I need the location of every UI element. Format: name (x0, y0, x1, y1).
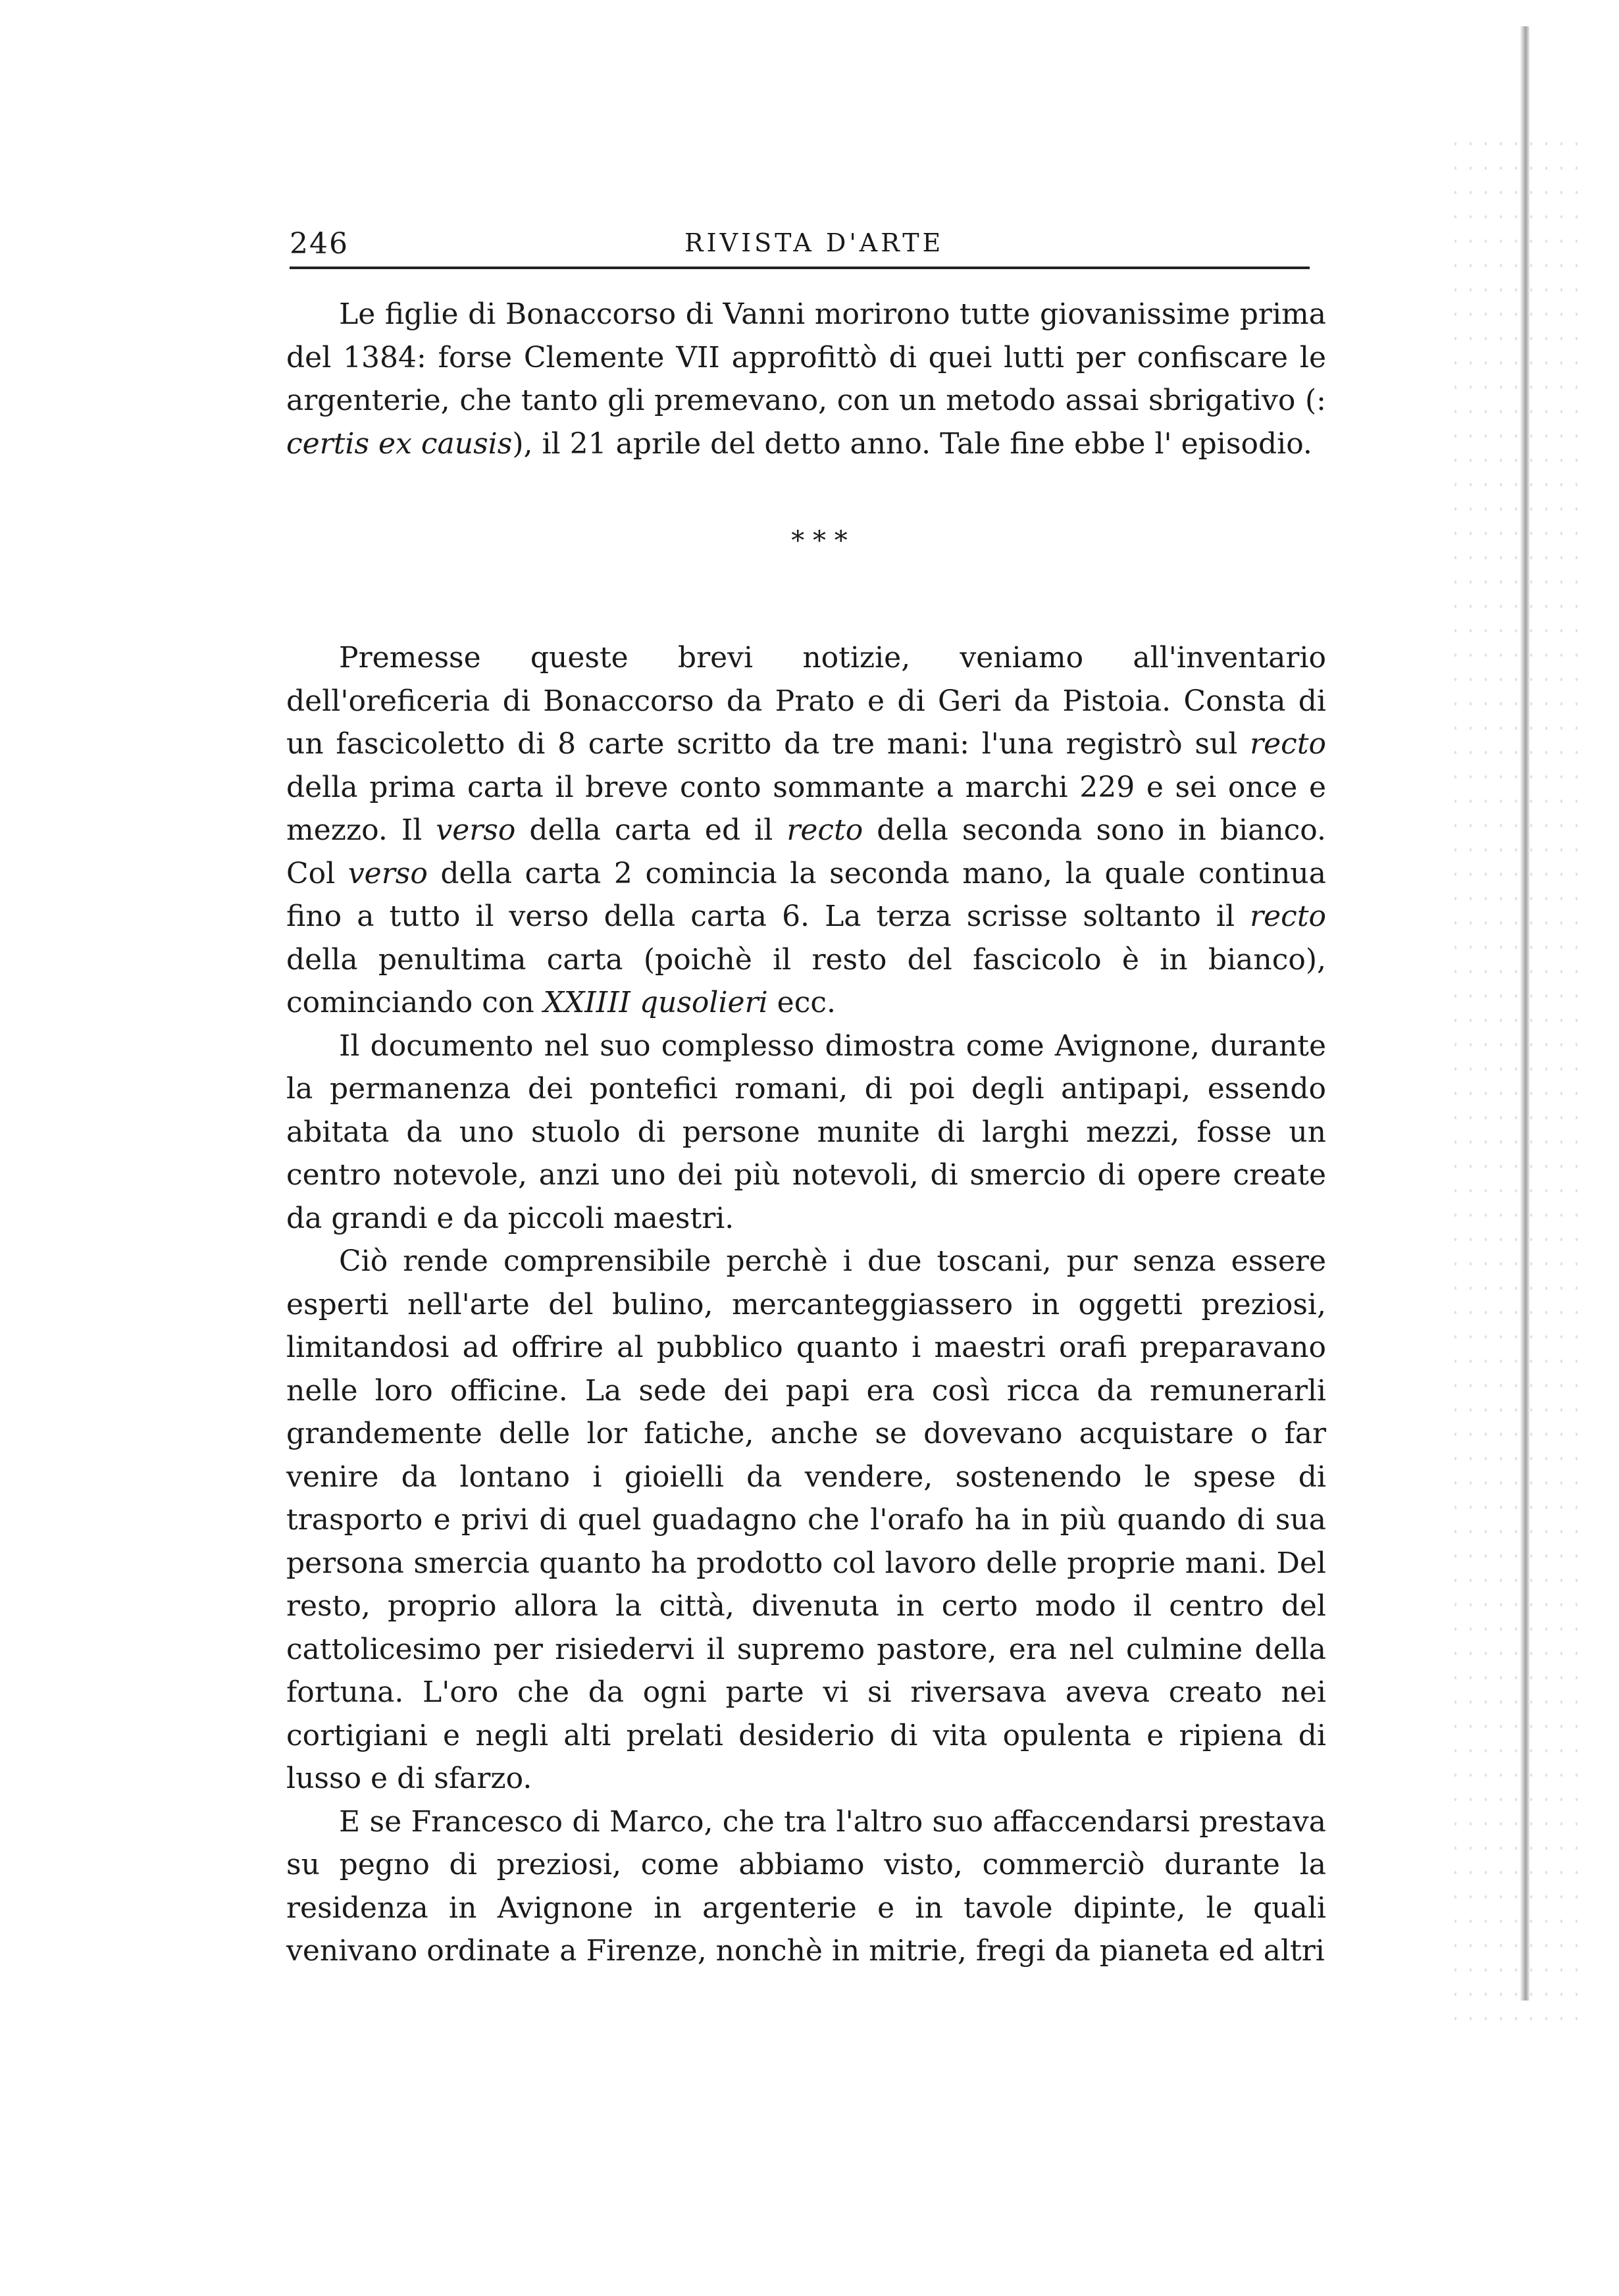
paragraph-5: E se Francesco di Marco, che tra l'altro suo affaccendarsi prestava su pegno di preziosi, come abbiamo visto, commerciò durante la residenza in Avignone in argenterie e in tavole dipinte, le quali venivano ordinate a Firenze, nonchè in mitrie, fregi da pianeta ed altri (286, 1804, 1326, 1968)
header-rule (290, 267, 1310, 269)
italic-phrase: certis ex causis (286, 426, 513, 461)
paragraph-4: Ciò rende comprensibile perchè i due toscani, pur senza essere esperti nell'arte del bulino, mercanteggiassero in oggetti preziosi, limitandosi ad offrire al pubblico quanto i maestri orafi preparavano nelle loro officine. La sede dei papi era così ricca da remunerarli grandemente delle lor fatiche, anche se dovevano acquistare o far venire da lontano i gioielli da vendere, sostenendo le spese di trasporto e privi di quel guadagno che l'orafo ha in più quando di sua persona smercia quanto ha prodotto col lavoro delle proprie mani. Del resto, proprio allora la città, divenuta in certo modo il centro del cattolicesimo per risiedervi il supremo pastore, era nel culmine della fortuna. L'oro che da ogni parte vi si riversava aveva creato nei cortigiani e negli alti prelati desiderio di vita opulenta e ripiena di lusso e di sfarzo. (286, 1244, 1326, 1795)
paragraph-3: Il documento nel suo complesso dimostra come Avignone, durante la permanenza dei pontefici romani, di poi degli antipapi, essendo abitata da uno stuolo di persone munite di larghi mezzi, fosse un centro notevole, anzi uno dei più notevoli, di smercio di opere create da grandi e da piccoli maestri. (286, 1029, 1326, 1235)
scan-speckle-noise (1448, 132, 1580, 2040)
body-text (286, 293, 1326, 1973)
running-header (290, 227, 1310, 267)
section-break (286, 465, 1326, 636)
asterism: * * * (791, 526, 848, 556)
running-title: RIVISTA D'ARTE (684, 228, 944, 257)
binding-edge-shadow (1520, 26, 1529, 2001)
paragraph-1: Le figlie di Bonaccorso di Vanni morirono tutte giovanissime prima del 1384: forse Clemente VII approfittò di quei lutti per confiscare le argenterie, che tanto gli premevano, con un metodo assai sbrigativo (: certis ex causis), il 21 aprile del detto anno. Tale fine ebbe l' episodio. (286, 297, 1326, 461)
paragraph-2: Premesse queste brevi notizie, veniamo all'inventario dell'oreficeria di Bonaccorso da Prato e di Geri da Pistoia. Consta di un fascicoletto di 8 carte scritto da tre mani: l'una registrò sul recto della prima carta il breve conto sommante a marchi 229 e sei once e mezzo. Il verso della carta ed il recto della seconda sono in bianco. Col verso della carta 2 comincia la seconda mano, la quale continua fino a tutto il verso della carta 6. La terza scrisse soltanto il recto della penultima carta (poichè il resto del fascicolo è in bianco), cominciando con XXIIII qusolieri ecc. (286, 641, 1327, 1019)
page-number: 246 (290, 227, 349, 261)
